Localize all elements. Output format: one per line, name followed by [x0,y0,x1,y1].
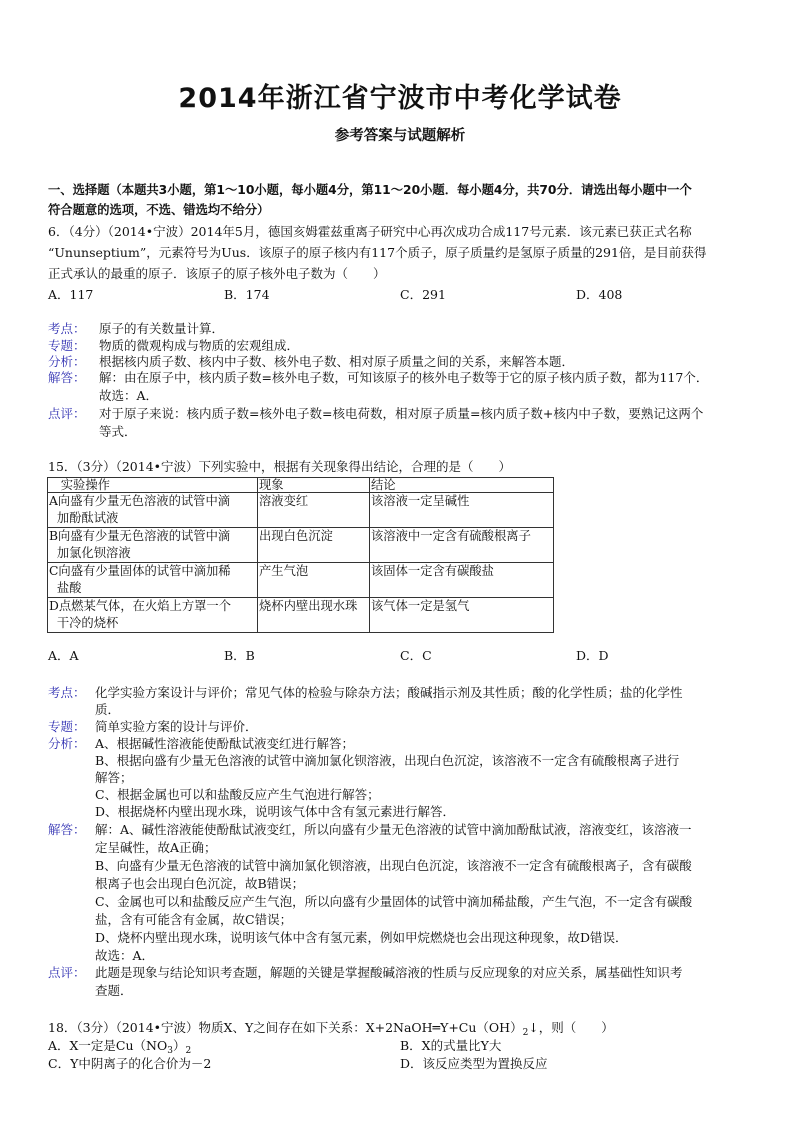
row-b-operation [48,528,258,563]
op-line: 向盛有少量固体的试管中滴加稀 [58,564,231,578]
table-row [48,598,554,633]
row-c-phenomenon: 产生气泡 [258,563,370,598]
op-line: 加酚酞试液 [56,511,119,525]
q18-stem-text: 18．（3分）（2014•宁波）物质X、Y之间存在如下关系：X+2NaOH═Y+Cu（OH） [48,1020,523,1035]
row-d-conclusion: 该气体一定是氢气 [370,598,554,633]
q15-jieda-line: 解：A、碱性溶液能使酚酞试液变红，所以向盛有少量无色溶液的试管中滴加酚酞试液，溶液变红，该溶液一 [95,822,692,837]
row-key: A [49,494,58,508]
q15-fenxi-line: C、根据金属也可以和盐酸反应产生气泡进行解答； [95,787,380,802]
table-header-phenomenon: 现象 [258,478,370,493]
q18-option-a-sub: 2 [185,1046,192,1056]
q6-dianping-text: 对于原子来说：核内质子数=核外电子数=核电荷数，相对原子质量=核内质子数+核内中子数，要熟记这两个 [99,406,704,421]
q15-option-d: D．D [576,648,609,663]
q6-kaodian-text: 原子的有关数量计算． [99,321,225,336]
q15-fenxi-line: 解答； [95,770,133,785]
q15-option-c: C．C [400,648,432,663]
q15-dianping-label: 点评： [48,965,86,980]
q18-option-a-sub: 3 [167,1046,173,1056]
table-header-conclusion: 结论 [370,478,554,493]
q6-dianping-text-cont: 等式． [99,424,137,439]
q6-zhuanti-label: 专题： [48,338,86,353]
q15-zhuanti-text: 简单实验方案的设计与评价． [95,719,258,734]
q18-option-b: B．X的式量比Y大 [400,1038,502,1053]
q6-option-c: C．291 [400,287,446,302]
op-line: 盐酸 [56,581,82,595]
table-header-row [48,478,554,493]
page-subtitle: 参考答案与试题解析 [334,128,466,144]
q6-option-b: B．174 [224,287,270,302]
q6-dianping-label: 点评： [48,406,86,421]
q15-fenxi-line: D、根据烧杯内壁出现水珠，说明该气体中含有氢元素进行解答． [95,804,456,819]
q15-stem: 15．（3分）（2014•宁波）下列实验中，根据有关现象得出结论，合理的是（ ） [48,459,512,474]
table-row [48,563,554,598]
q6-stem-line3: 正式承认的最重的原子．该原子的原子核外电子数为（ ） [48,266,386,281]
op-line: 加氯化钡溶液 [56,546,131,560]
row-key: C [49,564,59,578]
row-a-operation [48,493,258,528]
q18-stem [48,1018,614,1038]
q15-jieda-line: 定呈碱性，故A正确； [95,840,217,855]
q6-jieda-label: 解答： [48,370,86,385]
q6-option-d: D．408 [576,287,623,302]
row-b-conclusion: 该溶液中一定含有硫酸根离子 [370,528,554,563]
row-a-conclusion: 该溶液一定呈碱性 [370,493,554,528]
q15-fenxi-line: B、根据向盛有少量无色溶液的试管中滴加氯化钡溶液，出现白色沉淀，该溶液不一定含有硫酸根离子进行 [95,753,680,768]
header-operation-text: 实验操作 [60,478,110,492]
q6-stem-line1: 6．（4分）（2014•宁波）2014年5月，德国亥姆霍兹重离子研究中心再次成功合成117号元素．该元素已获正式名称 [48,224,692,239]
q15-jieda-line: D、烧杯内壁出现水珠，说明该气体中含有氢元素，例如甲烷燃烧也会出现这种现象，故D错误． [95,930,628,945]
op-line: 向盛有少量无色溶液的试管中滴 [58,529,231,543]
q15-jieda-line: 盐，含有可能含有金属，故C错误； [95,912,293,927]
q15-zhuanti-label: 专题： [48,719,86,734]
table-header-operation [48,478,258,493]
q15-jieda-line: 根离子也会出现白色沉淀，故B错误； [95,876,305,891]
row-c-operation [48,563,258,598]
q18-stem-tail: ↓，则（ ） [528,1020,614,1035]
q15-kaodian-label: 考点： [48,685,86,700]
q6-jieda-answer: 故选：A． [99,388,159,403]
row-key: B [49,529,59,543]
page-title: 2014年浙江省宁波市中考化学试卷 [178,83,622,114]
q18-option-a-paren: ） [172,1038,186,1053]
table-row [48,493,554,528]
q6-kaodian-label: 考点： [48,321,86,336]
row-c-conclusion: 该固体一定含有碳酸盐 [370,563,554,598]
op-line: 点燃某气体，在火焰上方罩一个 [58,599,232,613]
q15-dianping-text: 此题是现象与结论知识考查题，解题的关键是掌握酸碱溶液的性质与反应现象的对应关系，属基础性知识考 [95,965,683,980]
q15-dianping-text-cont: 查题． [95,983,133,998]
row-d-operation [48,598,258,633]
row-d-phenomenon: 烧杯内壁出现水珠 [258,598,370,633]
q15-jieda-line: C、金属也可以和盐酸反应产生气泡，所以向盛有少量固体的试管中滴加稀盐酸，产生气泡，不一定含有碳酸 [95,894,693,909]
q18-option-a-text: A．X一定是Cu（NO [48,1038,168,1053]
op-line: 干冷的烧杯 [56,616,119,630]
q15-jieda-line: B、向盛有少量无色溶液的试管中滴加氯化钡溶液，出现白色沉淀，该溶液不一定含有硫酸根离子，含有碳酸 [95,858,692,873]
q18-stem-subscript: 2 [522,1028,529,1038]
section-heading-cont: 符合题意的选项，不选、错选均不给分） [48,203,270,217]
q15-fenxi-line: A、根据碱性溶液能使酚酞试液变红进行解答； [95,736,355,751]
q6-zhuanti-text: 物质的微观构成与物质的宏观组成． [99,338,300,353]
q18-option-c: C．Y中阴离子的化合价为－2 [48,1056,212,1071]
section-heading: 一、选择题（本题共3小题，第1～10小题，每小题4分，第11～20小题．每小题4分，共70分．请选出每小题中一个 [48,183,692,197]
q15-fenxi-label: 分析： [48,736,86,751]
op-line: 向盛有少量无色溶液的试管中滴 [57,494,231,508]
q15-jieda-answer: 故选：A． [95,948,155,963]
q15-jieda-label: 解答： [48,822,86,837]
row-b-phenomenon: 出现白色沉淀 [258,528,370,563]
q6-stem-line2: “Ununseptium”，元素符号为Uus．该原子的原子核内有117个质子，原子质量约是氢原子质量的291倍，是目前获得 [48,245,707,260]
row-key: D [49,599,59,613]
q18-option-d: D．该反应类型为置换反应 [400,1056,548,1071]
q6-fenxi-text: 根据核内质子数、核内中子数、核外电子数、相对原子质量之间的关系，来解答本题． [99,354,575,369]
q6-option-a: A．117 [48,287,94,302]
q15-option-b: B．B [224,648,255,663]
q15-kaodian-text-cont: 质． [95,702,121,717]
q15-option-a: A．A [48,648,79,663]
q15-experiment-table [47,477,554,633]
row-a-phenomenon: 溶液变红 [258,493,370,528]
q6-jieda-text: 解：由在原子中，核内质子数=核外电子数，可知该原子的核外电子数等于它的原子核内质子数，都为117个． [99,370,709,385]
table-row [48,528,554,563]
q15-kaodian-text: 化学实验方案设计与评价；常见气体的检验与除杂方法；酸碱指示剂及其性质；酸的化学性质；盐的化学性 [95,685,683,700]
q6-fenxi-label: 分析： [48,354,86,369]
q18-option-a [48,1036,191,1056]
